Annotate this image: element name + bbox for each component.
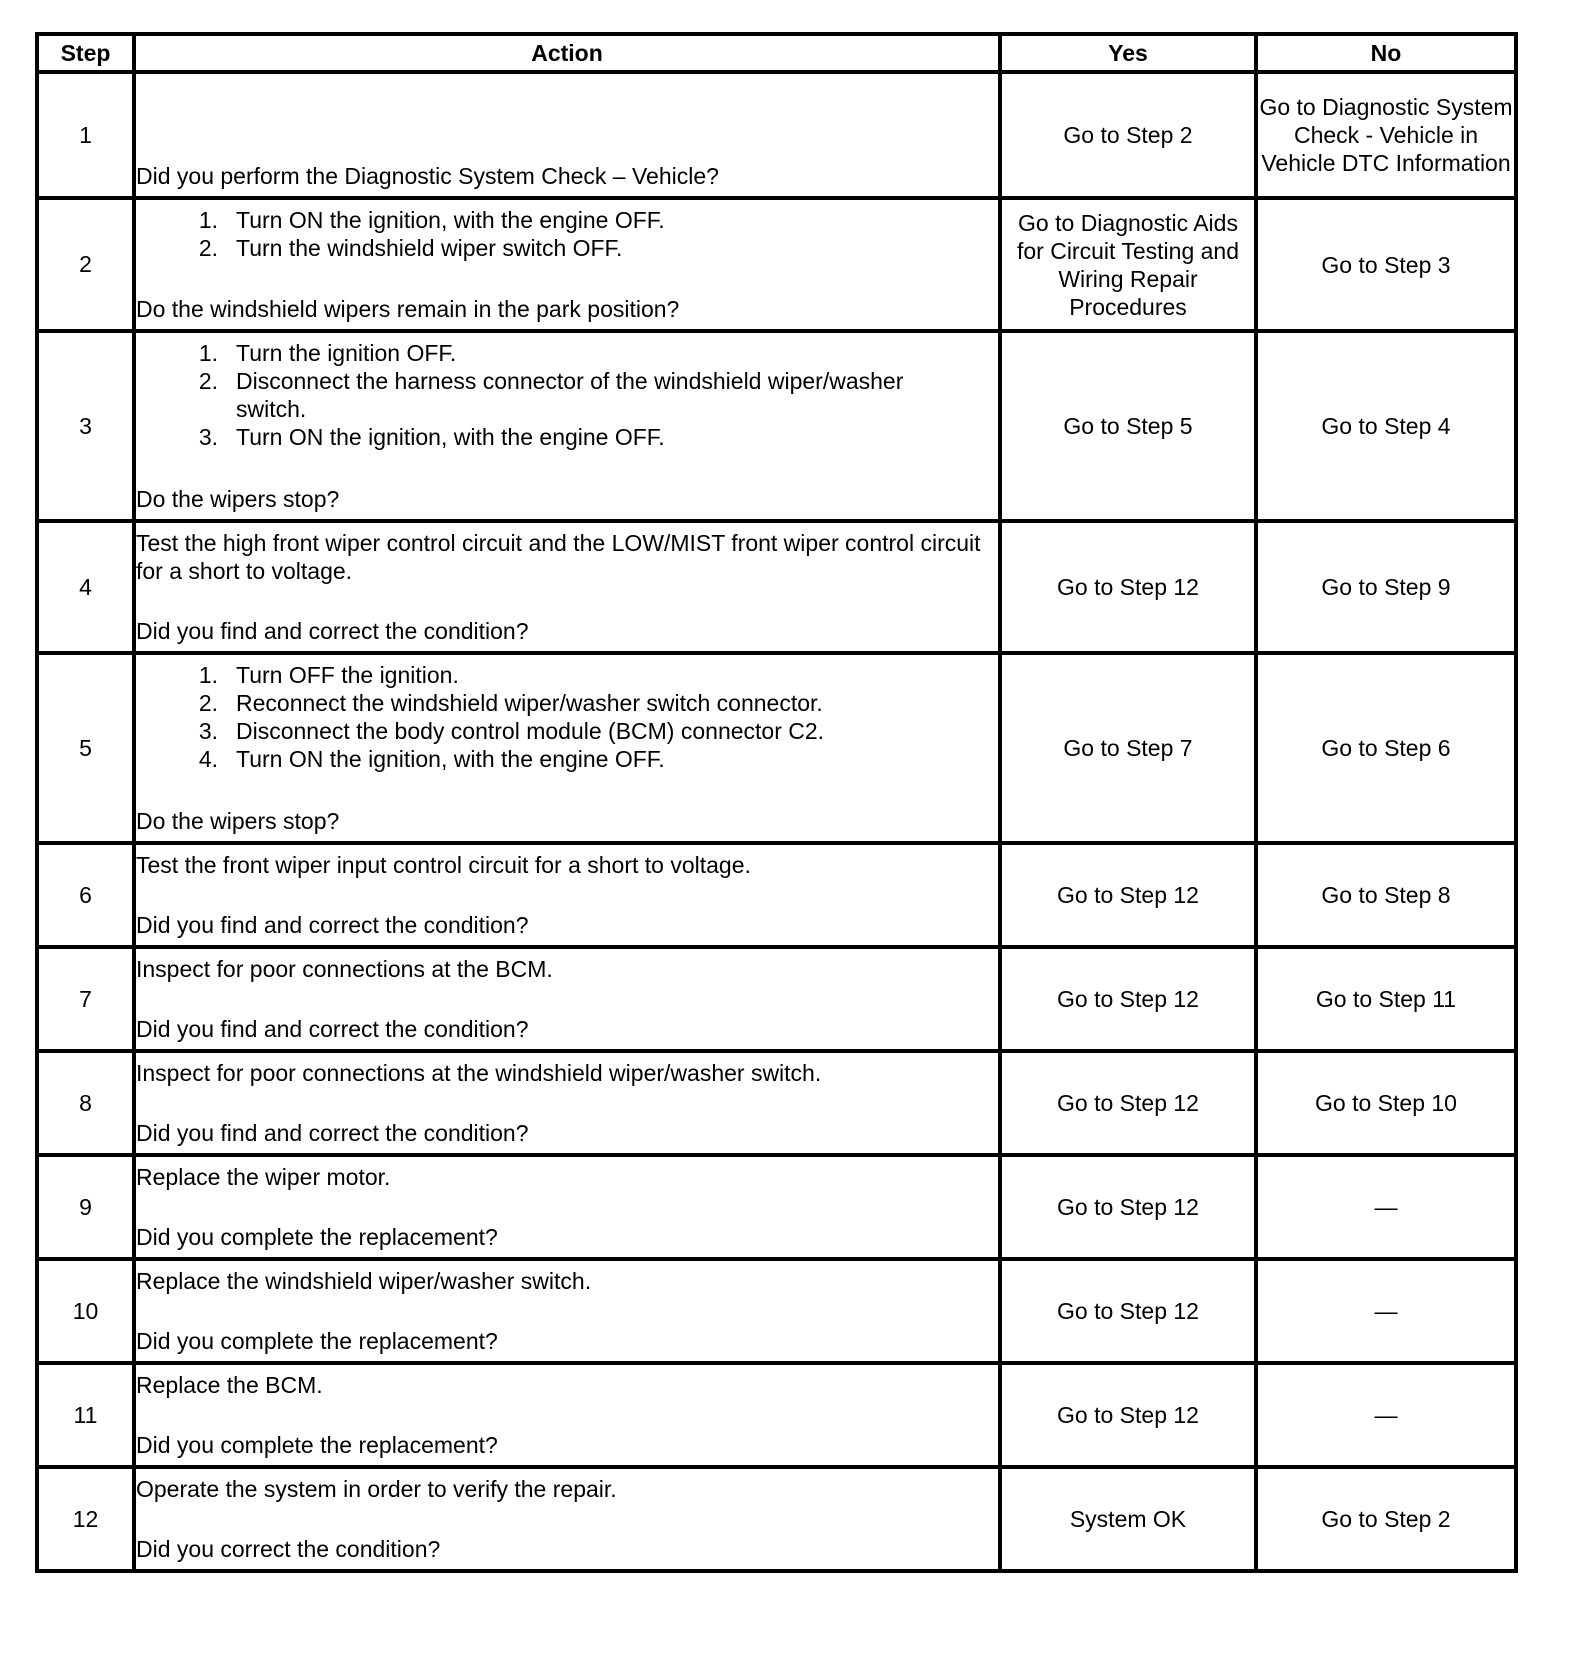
no-result: Go to Step 4 xyxy=(1256,331,1516,521)
action-top xyxy=(136,1059,998,1087)
table-row xyxy=(37,843,1516,947)
action-question: Do the wipers stop? xyxy=(136,808,340,834)
table-row xyxy=(37,1363,1516,1467)
substep-text: Reconnect the windshield wiper/washer switch connector. xyxy=(236,690,823,716)
action-instruction: Replace the windshield wiper/washer switch. xyxy=(136,1268,592,1294)
no-result: Go to Step 10 xyxy=(1256,1051,1516,1155)
action-question: Did you find and correct the condition? xyxy=(136,1016,529,1042)
action-cell xyxy=(134,947,1000,1051)
table-row xyxy=(37,1467,1516,1571)
action-top xyxy=(136,661,998,773)
diagnostic-table xyxy=(35,32,1518,1573)
action-top xyxy=(136,1371,998,1399)
table-row xyxy=(37,331,1516,521)
substep-item xyxy=(136,234,998,262)
action-instruction: Inspect for poor connections at the windshield wiper/washer switch. xyxy=(136,1060,822,1086)
substep-item xyxy=(136,339,998,367)
substep-item xyxy=(136,745,998,773)
substep-text: Disconnect the body control module (BCM) connector C2. xyxy=(236,718,825,744)
action-cell xyxy=(134,1155,1000,1259)
substep-list xyxy=(136,339,998,451)
substep-number: 1. xyxy=(198,662,218,688)
substep-list xyxy=(136,206,998,262)
yes-result: Go to Diagnostic Aids for Circuit Testing and Wiring Repair Procedures xyxy=(1000,198,1256,331)
substep-item xyxy=(136,661,998,689)
action-top xyxy=(136,206,998,262)
step-number: 2 xyxy=(37,198,134,331)
action-instruction: Replace the wiper motor. xyxy=(136,1164,391,1190)
action-question: Did you correct the condition? xyxy=(136,1536,441,1562)
step-number: 4 xyxy=(37,521,134,653)
action-instruction: Replace the BCM. xyxy=(136,1372,323,1398)
substep-number: 1. xyxy=(198,207,218,233)
action-question: Did you complete the replacement? xyxy=(136,1328,498,1354)
substep-text: Turn ON the ignition, with the engine OFF. xyxy=(236,746,665,772)
table-row xyxy=(37,1051,1516,1155)
substep-text: Turn the ignition OFF. xyxy=(236,340,457,366)
action-instruction: Operate the system in order to verify the repair. xyxy=(136,1476,617,1502)
action-question: Did you complete the replacement? xyxy=(136,1224,498,1250)
action-top xyxy=(136,1267,998,1295)
yes-result: Go to Step 12 xyxy=(1000,521,1256,653)
step-number: 3 xyxy=(37,331,134,521)
yes-result: Go to Step 5 xyxy=(1000,331,1256,521)
substep-item xyxy=(136,423,998,451)
action-cell xyxy=(134,1051,1000,1155)
substep-text: Turn ON the ignition, with the engine OFF. xyxy=(236,424,665,450)
header-yes: Yes xyxy=(1000,34,1256,72)
action-top xyxy=(136,339,998,451)
action-cell xyxy=(134,843,1000,947)
yes-result: Go to Step 12 xyxy=(1000,1363,1256,1467)
action-top xyxy=(136,1163,998,1191)
table-row xyxy=(37,198,1516,331)
yes-result: Go to Step 12 xyxy=(1000,947,1256,1051)
action-question: Did you find and correct the condition? xyxy=(136,1120,529,1146)
action-top xyxy=(136,851,998,879)
no-result: Go to Step 9 xyxy=(1256,521,1516,653)
action-question: Do the windshield wipers remain in the park position? xyxy=(136,296,680,322)
step-number: 9 xyxy=(37,1155,134,1259)
table-row xyxy=(37,653,1516,843)
action-question: Did you find and correct the condition? xyxy=(136,618,529,644)
yes-result: Go to Step 2 xyxy=(1000,72,1256,198)
step-number: 12 xyxy=(37,1467,134,1571)
yes-result: Go to Step 12 xyxy=(1000,1259,1256,1363)
yes-result: Go to Step 7 xyxy=(1000,653,1256,843)
step-number: 6 xyxy=(37,843,134,947)
no-result: — xyxy=(1256,1259,1516,1363)
step-number: 7 xyxy=(37,947,134,1051)
substep-text: Turn the windshield wiper switch OFF. xyxy=(236,235,623,261)
no-result: Go to Step 11 xyxy=(1256,947,1516,1051)
yes-result: Go to Step 12 xyxy=(1000,1155,1256,1259)
yes-result: System OK xyxy=(1000,1467,1256,1571)
action-cell xyxy=(134,521,1000,653)
step-number: 10 xyxy=(37,1259,134,1363)
substep-number: 3. xyxy=(198,718,218,744)
step-number: 11 xyxy=(37,1363,134,1467)
action-question: Did you perform the Diagnostic System Check – Vehicle? xyxy=(136,163,719,189)
table-row xyxy=(37,1259,1516,1363)
substep-number: 3. xyxy=(198,424,218,450)
header-action: Action xyxy=(134,34,1000,72)
no-result: Go to Diagnostic System Check - Vehicle in Vehicle DTC Information xyxy=(1256,72,1516,198)
action-instruction: Test the high front wiper control circuit and the LOW/MIST front wiper control circuit for a short to voltage. xyxy=(136,530,981,584)
action-cell xyxy=(134,1467,1000,1571)
table-body xyxy=(37,72,1516,1571)
substep-list xyxy=(136,661,998,773)
action-question: Do the wipers stop? xyxy=(136,486,340,512)
action-cell xyxy=(134,198,1000,331)
action-cell xyxy=(134,72,1000,198)
substep-text: Disconnect the harness connector of the windshield wiper/washer switch. xyxy=(236,368,904,422)
substep-item xyxy=(136,206,998,234)
substep-number: 1. xyxy=(198,340,218,366)
action-instruction: Inspect for poor connections at the BCM. xyxy=(136,956,553,982)
action-cell xyxy=(134,1363,1000,1467)
action-top xyxy=(136,955,998,983)
no-result: — xyxy=(1256,1155,1516,1259)
substep-number: 2. xyxy=(198,368,218,394)
step-number: 5 xyxy=(37,653,134,843)
substep-item xyxy=(136,689,998,717)
action-cell xyxy=(134,1259,1000,1363)
action-question: Did you find and correct the condition? xyxy=(136,912,529,938)
action-cell xyxy=(134,331,1000,521)
action-instruction: Test the front wiper input control circuit for a short to voltage. xyxy=(136,852,751,878)
table-row xyxy=(37,72,1516,198)
header-row xyxy=(37,34,1516,72)
no-result: — xyxy=(1256,1363,1516,1467)
substep-text: Turn ON the ignition, with the engine OFF. xyxy=(236,207,665,233)
substep-number: 4. xyxy=(198,746,218,772)
table-row xyxy=(37,947,1516,1051)
yes-result: Go to Step 12 xyxy=(1000,843,1256,947)
table-row xyxy=(37,521,1516,653)
substep-number: 2. xyxy=(198,690,218,716)
yes-result: Go to Step 12 xyxy=(1000,1051,1256,1155)
header-step: Step xyxy=(37,34,134,72)
header-no: No xyxy=(1256,34,1516,72)
substep-item xyxy=(136,367,998,423)
action-top xyxy=(136,1475,998,1503)
no-result: Go to Step 8 xyxy=(1256,843,1516,947)
step-number: 8 xyxy=(37,1051,134,1155)
substep-number: 2. xyxy=(198,235,218,261)
action-cell xyxy=(134,653,1000,843)
no-result: Go to Step 3 xyxy=(1256,198,1516,331)
action-top xyxy=(136,529,998,585)
table-row xyxy=(37,1155,1516,1259)
step-number: 1 xyxy=(37,72,134,198)
no-result: Go to Step 2 xyxy=(1256,1467,1516,1571)
no-result: Go to Step 6 xyxy=(1256,653,1516,843)
substep-item xyxy=(136,717,998,745)
substep-text: Turn OFF the ignition. xyxy=(236,662,459,688)
action-question: Did you complete the replacement? xyxy=(136,1432,498,1458)
